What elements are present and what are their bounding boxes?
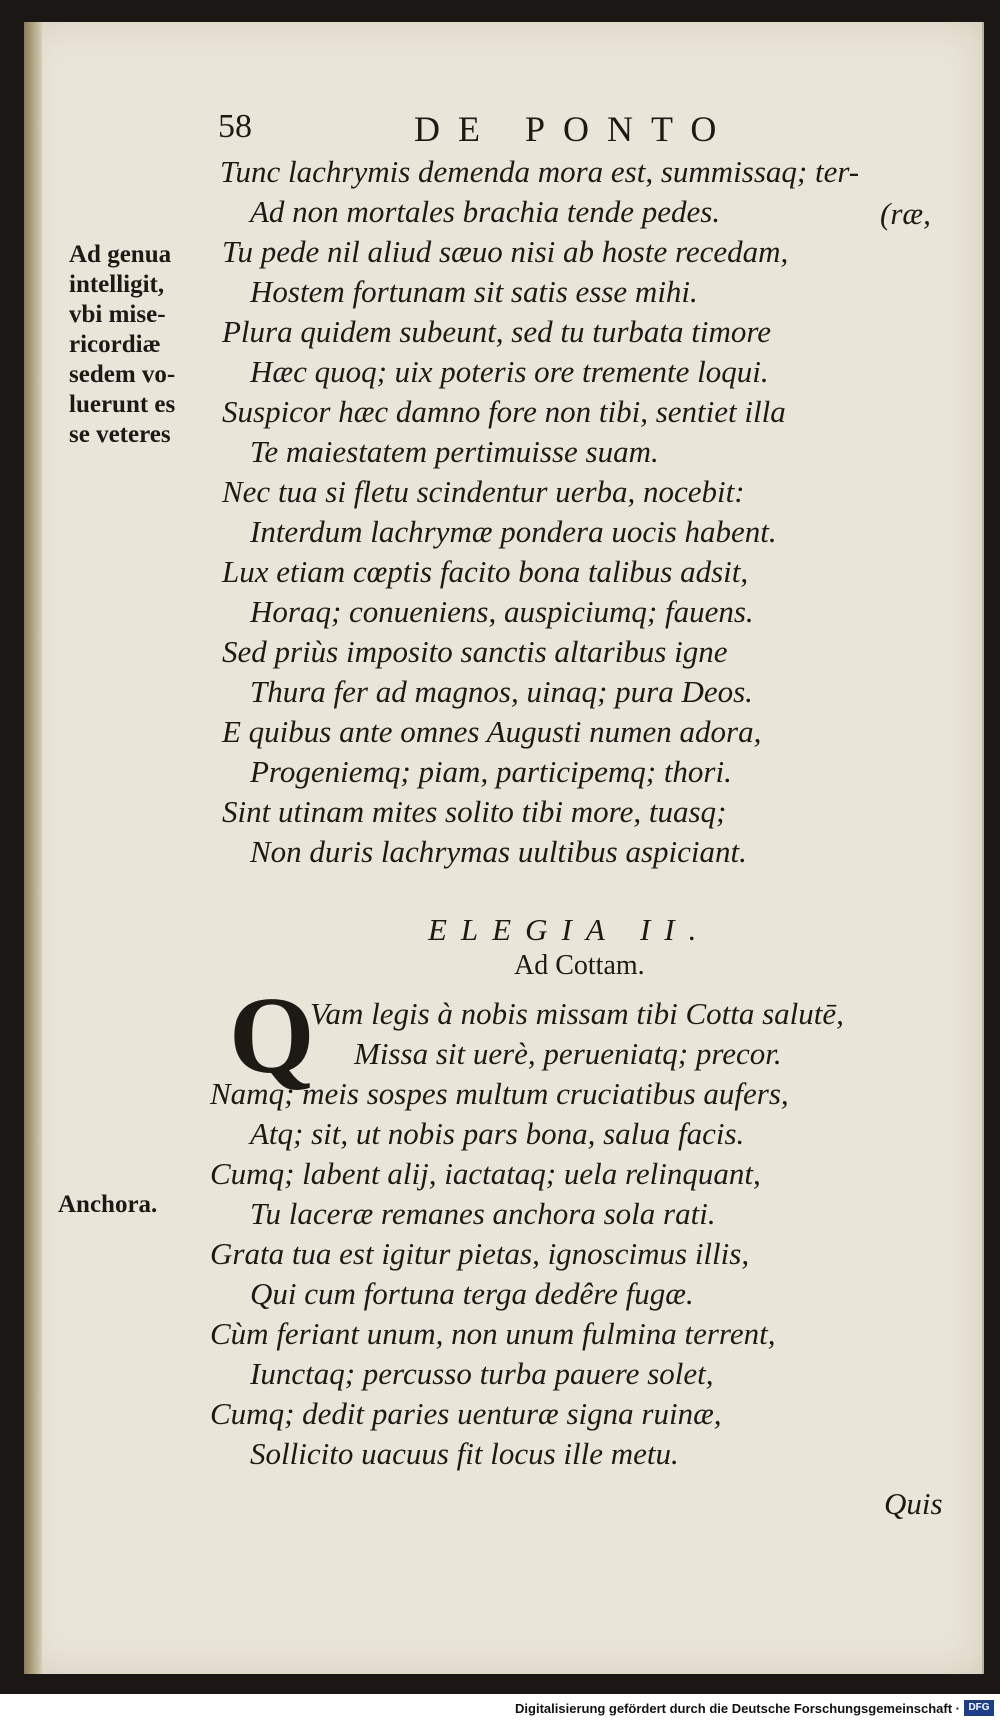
verse-line: Tu pede nil aliud sæuo nisi ab hoste recedam, bbox=[222, 234, 789, 269]
verse-line: Non duris lachrymas uultibus aspiciant. bbox=[250, 834, 747, 869]
verse-line: Te maiestatem pertimuisse suam. bbox=[250, 434, 659, 469]
margin-note-bottom: Anchora. bbox=[58, 1191, 158, 1218]
margin-note-line: se veteres bbox=[69, 421, 171, 448]
verse-line: Hæc quoq; uix poteris ore tremente loqui. bbox=[250, 354, 769, 389]
verse-line: Sed priùs imposito sanctis altaribus igne bbox=[222, 634, 728, 669]
dfg-logo-icon: DFG bbox=[964, 1700, 994, 1716]
verse-line: Plura quidem subeunt, sed tu turbata timore bbox=[222, 314, 772, 349]
margin-note-line: vbi mise- bbox=[69, 301, 166, 328]
page-number: 58 bbox=[218, 108, 252, 145]
margin-note-line: intelligit, bbox=[69, 271, 165, 298]
verse-line: Sint utinam mites solito tibi more, tuasq; bbox=[222, 794, 727, 829]
verse-line: Ad non mortales brachia tende pedes. bbox=[250, 194, 721, 229]
verse-line: Horaq; conueniens, auspiciumq; fauens. bbox=[250, 594, 754, 629]
margin-note-line: luerunt es bbox=[69, 391, 176, 418]
verse-line: Sollicito uacuus fit locus ille metu. bbox=[250, 1436, 679, 1471]
footer-bar bbox=[0, 1694, 1000, 1720]
verse-line: Cumq; labent alij, iactataq; uela relinquant, bbox=[210, 1156, 761, 1191]
book-page bbox=[24, 22, 984, 1674]
margin-note-line: Ad genua bbox=[69, 241, 172, 268]
verse-line: Atq; sit, ut nobis pars bona, salua facis. bbox=[250, 1116, 745, 1151]
verse-line: Interdum lachrymæ pondera uocis habent. bbox=[250, 514, 777, 549]
page-header bbox=[24, 108, 982, 148]
margin-note-top bbox=[69, 240, 175, 450]
verse-line: Lux etiam cœptis facito bona talibus adsit, bbox=[222, 554, 749, 589]
verse-line: Cumq; dedit paries uenturæ signa ruinæ, bbox=[210, 1396, 722, 1431]
verse-line: Progeniemq; piam, participemq; thori. bbox=[250, 754, 732, 789]
verse-line-overflow: (ræ, bbox=[880, 196, 931, 231]
verse-line: Nec tua si fletu scindentur uerba, nocebit: bbox=[222, 474, 745, 509]
funding-credit: Digitalisierung gefördert durch die Deutsche Forschungsgemeinschaft · bbox=[515, 1701, 960, 1716]
elegy-title: ELEGIA II. bbox=[428, 912, 711, 947]
verse-line: Tunc lachrymis demenda mora est, summissaq; ter- bbox=[220, 154, 860, 189]
verse-line: Qui cum fortuna terga dedêre fugæ. bbox=[250, 1276, 694, 1311]
margin-note-line: ricordiæ bbox=[69, 331, 161, 358]
catchword: Quis bbox=[884, 1486, 943, 1521]
verse-line: Suspicor hæc damno fore non tibi, sentiet illa bbox=[222, 394, 786, 429]
verse-line: Hostem fortunam sit satis esse mihi. bbox=[250, 274, 698, 309]
verse-line: Iunctaq; percusso turba pauere solet, bbox=[250, 1356, 714, 1391]
verse-line: Namq; meis sospes multum cruciatibus aufers, bbox=[210, 1076, 789, 1111]
verse-line: E quibus ante omnes Augusti numen adora, bbox=[222, 714, 762, 749]
verse-line: Vam legis à nobis missam tibi Cotta salutē, bbox=[310, 996, 844, 1031]
elegy-subtitle: Ad Cottam. bbox=[514, 950, 645, 981]
book-spine-shadow bbox=[24, 22, 42, 1674]
verse-line: Tu laceræ remanes anchora sola rati. bbox=[250, 1196, 716, 1231]
verse-line: Cùm feriant unum, non unum fulmina terrent, bbox=[210, 1316, 776, 1351]
verse-line: Thura fer ad magnos, uinaq; pura Deos. bbox=[250, 674, 753, 709]
verse-line: Missa sit uerè, perueniatq; precor. bbox=[354, 1036, 782, 1071]
drop-cap-initial: Q bbox=[229, 974, 315, 1096]
running-head: DE PONTO bbox=[414, 109, 735, 149]
verse-line: Grata tua est igitur pietas, ignoscimus illis, bbox=[210, 1236, 750, 1271]
margin-note-line: sedem vo- bbox=[69, 361, 176, 388]
